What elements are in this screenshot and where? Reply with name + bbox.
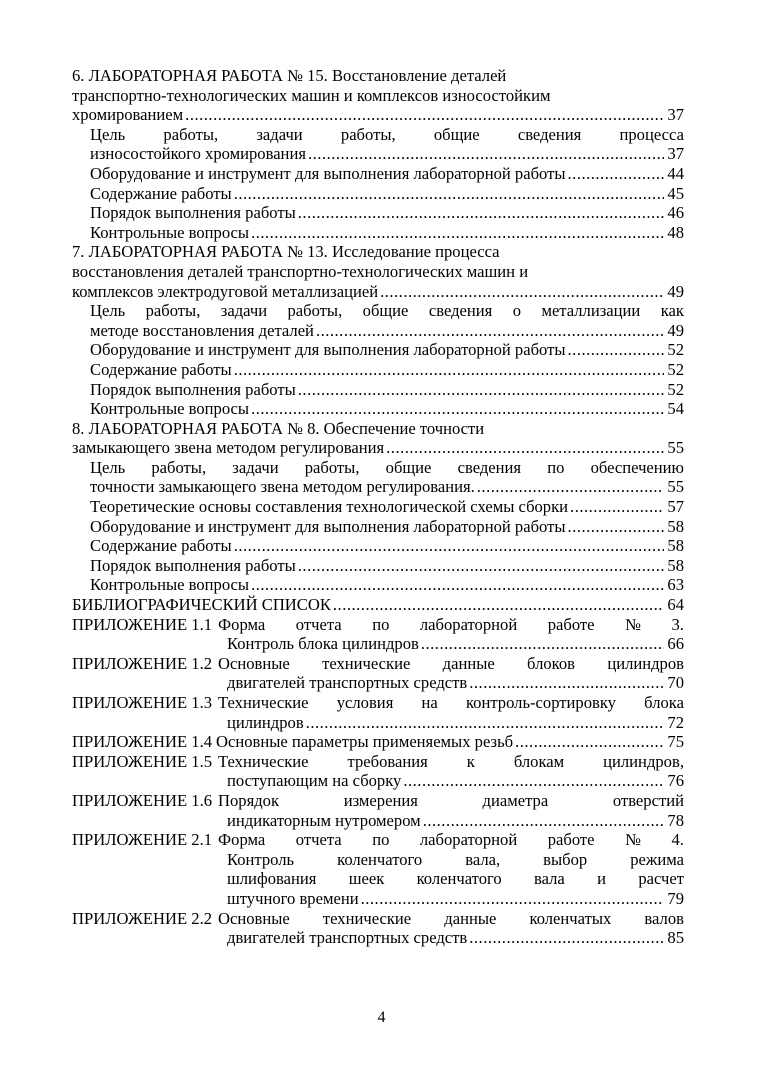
dot-leader [515,732,664,752]
dot-leader [251,223,664,243]
entry-title: Основные параметры применяемых резьб [216,732,514,752]
toc-entry-line[interactable] [72,203,684,223]
word: 4. [671,830,684,850]
word: блоков [527,653,576,673]
word: данные [444,908,497,928]
word: вала, [465,849,501,869]
word: данные [442,653,495,673]
appendix-label: ПРИЛОЖЕНИЕ 1.1 [72,614,213,634]
entry-page-number: 70 [667,673,684,693]
entry-page-number: 54 [667,399,684,419]
entry-page-number: 66 [667,634,684,654]
entry-title: индикаторным нутромером [227,810,421,830]
word: расчет [638,869,684,889]
dot-leader [403,771,664,791]
entry-page-number: 37 [667,105,684,125]
word: технические [322,653,411,673]
dot-leader [568,164,664,184]
word: по [372,830,390,850]
entry-page-number: 44 [667,163,684,183]
dot-leader [469,673,664,693]
toc-entry-line[interactable] [72,673,684,693]
appendix-label: ПРИЛОЖЕНИЕ 2.1 [72,830,213,850]
dot-leader [469,928,664,948]
toc-entry-line[interactable] [72,634,684,654]
word: и [597,869,606,889]
word: на [421,693,438,712]
entry-title: Теоретические основы составления технологической схемы сборки [90,497,569,517]
word: обеспечению [590,457,684,477]
entry-title: хромированием [72,105,184,125]
word: блокам [513,751,565,771]
entry-page-number: 52 [667,359,684,379]
word: по [372,614,390,634]
dot-leader [298,203,664,223]
toc-entry-line[interactable] [72,321,684,341]
dot-leader [361,889,664,909]
entry-page-number: 48 [667,222,684,242]
entry-page-number: 58 [667,536,684,556]
entry-title: поступающим на сборку [227,771,402,791]
word: отчета [295,614,342,634]
section-entry [72,517,684,537]
word: № [625,614,641,634]
appendix-entry [72,830,684,908]
word: измерения [343,790,418,810]
entry-page-number: 79 [667,888,684,908]
section-entry [72,360,684,380]
word: работы, [163,124,219,144]
appendix-entry [72,693,684,732]
entry-title: двигателей транспортных средств [227,928,468,948]
dot-leader [251,399,664,419]
dot-leader [568,517,664,537]
word: сведения [428,301,493,321]
word: режима [630,849,684,869]
toc-entry-line[interactable] [72,536,684,556]
table-of-contents [72,66,684,948]
toc-entry-line[interactable] [72,497,684,517]
dot-leader [421,634,664,654]
dot-leader [316,321,664,341]
entry-page-number: 58 [667,516,684,536]
word: валов [644,908,684,928]
entry-page-number: 55 [667,438,684,458]
toc-entry-line[interactable] [72,380,684,400]
word: шлифования [227,869,317,889]
entry-text-line [72,458,684,478]
word: работе [547,830,595,850]
toc-entry-line[interactable] [72,732,684,752]
word: диаметра [482,790,549,810]
entry-page-number: 45 [667,183,684,203]
appendix-first-line [72,830,684,850]
word: работы, [304,457,360,477]
appendix-label: ПРИЛОЖЕНИЕ 2.2 [72,908,213,928]
toc-entry-line[interactable] [72,477,684,497]
dot-leader [251,575,664,595]
entry-page-number: 55 [667,477,684,497]
entry-title: двигателей транспортных средств [227,673,468,693]
word: цилиндров [607,653,684,673]
dot-leader [423,811,664,831]
entry-page-number: 46 [667,203,684,223]
dot-leader [234,184,664,204]
word: работе [547,614,595,634]
entry-text-line [218,654,684,674]
word: отчета [295,830,342,850]
toc-entry-line[interactable] [72,360,684,380]
entry-title: износостойкого хромирования [90,144,306,164]
appendix-entry [72,791,684,830]
appendix-entry [72,752,684,791]
entry-text-line: 7. ЛАБОРАТОРНАЯ РАБОТА № 13. Исследование процесса [72,242,500,262]
word: сведения [517,124,582,144]
entry-title: Содержание работы [90,536,232,556]
entry-title: Контрольные вопросы [90,222,250,242]
toc-entry-line[interactable] [72,144,684,164]
entry-text-line [72,869,684,889]
entry-title: Оборудование и инструмент для выполнения лабораторной работы [90,340,566,360]
dot-leader [298,556,664,576]
entry-text-line: 8. ЛАБОРАТОРНАЯ РАБОТА № 8. Обеспечение точности [72,418,485,438]
dot-leader [380,282,664,302]
word: сведения [457,457,522,477]
toc-entry-line[interactable] [72,595,684,615]
toc-entry-line[interactable] [72,340,684,360]
section-entry [72,223,684,243]
word: условия [336,693,394,712]
appendix-label: ПРИЛОЖЕНИЕ 1.3 [72,693,213,712]
word: Технические [218,693,309,712]
word: работы, [151,457,207,477]
word: Порядок [218,790,280,810]
word: блока [644,693,684,712]
entry-page-number: 57 [667,497,684,517]
appendix-first-line [72,654,684,674]
word: работы, [145,301,201,321]
word: Цель [90,124,126,144]
word: к [466,751,475,771]
dot-leader [570,497,664,517]
word: Контроль [227,849,295,869]
toc-entry-line[interactable] [72,105,684,125]
toc-entry-line[interactable] [72,517,684,537]
section-entry [72,380,684,400]
word: № [625,830,641,850]
toc-entry-line[interactable] [72,184,684,204]
toc-entry-line[interactable] [72,223,684,243]
word: работы, [287,301,343,321]
word: отверстий [612,790,684,810]
entry-text-line [218,752,684,772]
appendix-first-line [72,615,684,635]
dot-leader [568,340,664,360]
toc-entry-line[interactable] [72,811,684,831]
entry-page-number: 63 [667,575,684,595]
entry-title: Содержание работы [90,183,232,203]
appendix-first-line [72,791,684,811]
word: технические [322,908,412,928]
entry-title: замыкающего звена методом регулирования [72,438,385,458]
section-entry [72,203,684,223]
entry-text-line [72,301,684,321]
word: лабораторной [419,830,518,850]
word: лабораторной [419,614,518,634]
entry-text-line [72,850,684,870]
entry-page-number: 49 [667,281,684,301]
appendix-entry [72,732,684,752]
entry-text-line [218,615,684,635]
chapter-entry [72,66,684,125]
word: шеек [348,869,385,889]
word: задачи [232,457,279,477]
dot-leader [234,360,664,380]
word: 3. [671,614,684,634]
dot-leader [386,438,664,458]
word: Цель [90,301,126,321]
section-entry [72,536,684,556]
chapter-entry [72,242,684,301]
word: общие [385,457,432,477]
entry-page-number: 75 [667,732,684,752]
toc-entry-line[interactable] [72,164,684,184]
word: Форма [218,830,266,850]
toc-entry-line[interactable] [72,282,684,302]
dot-leader [234,536,664,556]
appendix-first-line [72,909,684,929]
word: задачи [220,301,268,321]
word: задачи [256,124,303,144]
entry-page-number: 37 [667,144,684,164]
toc-entry-line[interactable] [72,771,684,791]
word: Форма [218,614,266,634]
word: Технические [218,751,309,771]
entry-title: методе восстановления деталей [90,320,314,340]
entry-title: цилиндров [227,712,304,732]
appendix-entry [72,615,684,654]
appendix-first-line [72,752,684,772]
dot-leader [308,144,664,164]
word: общие [433,124,480,144]
section-entry [72,340,684,360]
entry-title: Контрольные вопросы [90,399,250,419]
entry-page-number: 64 [667,595,684,615]
entry-text-line: восстановления деталей транспортно-технологических машин и [72,261,529,281]
dot-leader [298,380,664,400]
toc-entry-line[interactable] [72,556,684,576]
toc-entry-line[interactable] [72,399,684,419]
appendix-label: ПРИЛОЖЕНИЕ 1.4 [72,732,213,752]
word: работы, [340,124,396,144]
entry-page-number: 52 [667,379,684,399]
toc-entry-line[interactable] [72,928,684,948]
entry-title: штучного времени [227,888,359,908]
appendix-label: ПРИЛОЖЕНИЕ 1.5 [72,751,213,771]
entry-title: БИБЛИОГРАФИЧЕСКИЙ СПИСОК [72,595,331,615]
dot-leader [477,477,664,497]
section-entry [72,164,684,184]
entry-page-number: 58 [667,555,684,575]
word: коленчатых [529,908,612,928]
entry-text-line [218,791,684,811]
word: вала [534,869,565,889]
entry-title: точности замыкающего звена методом регулирования. [90,477,475,497]
page-number: 4 [377,1009,386,1026]
entry-title: Содержание работы [90,359,232,379]
appendix-entry [72,654,684,693]
dot-leader [306,713,664,733]
word: как [660,301,684,321]
entry-title: Порядок выполнения работы [90,203,296,223]
entry-title: комплексов электродуговой металлизацией [72,281,379,301]
word: по [547,457,565,477]
word: Основные [218,653,290,673]
entry-page-number: 52 [667,340,684,360]
entry-title: Порядок выполнения работы [90,379,296,399]
entry-page-number: 49 [667,320,684,340]
chapter-entry [72,419,684,458]
word: цилиндров, [603,751,684,771]
word: требования [347,751,428,771]
section-entry [72,458,684,497]
word: общие [362,301,409,321]
entry-title: Контроль блока цилиндров [227,634,419,654]
word: коленчатого [416,869,502,889]
toc-entry-line[interactable] [72,889,684,909]
appendix-label: ПРИЛОЖЕНИЕ 1.2 [72,653,213,673]
word: коленчатого [337,849,423,869]
entry-text-line [218,693,684,713]
word: Основные [218,908,290,928]
word: металлизации [541,301,641,321]
entry-page-number: 76 [667,771,684,791]
entry-text-line [218,909,684,929]
entry-title: Оборудование и инструмент для выполнения лабораторной работы [90,163,566,183]
section-entry [72,125,684,164]
entry-text-line [218,830,684,850]
section-entry [72,184,684,204]
toc-entry-line[interactable] [72,438,684,458]
entry-text-line: транспортно-технологических машин и комплексов износостойким [72,85,551,105]
toc-entry-line[interactable] [72,713,684,733]
section-entry [72,556,684,576]
word: выбор [543,849,588,869]
section-entry [72,497,684,517]
entry-page-number: 78 [667,810,684,830]
dot-leader [333,595,664,615]
appendix-label: ПРИЛОЖЕНИЕ 1.6 [72,790,213,810]
dot-leader [185,105,664,125]
entry-title: Оборудование и инструмент для выполнения лабораторной работы [90,516,566,536]
word: процесса [619,124,684,144]
entry-page-number: 85 [667,928,684,948]
chapter-entry [72,595,684,615]
entry-text-line [72,125,684,145]
word: контроль-сортировку [465,693,616,712]
entry-title: Порядок выполнения работы [90,555,296,575]
entry-text-line: 6. ЛАБОРАТОРНАЯ РАБОТА № 15. Восстановление деталей [72,66,507,85]
toc-entry-line[interactable] [72,575,684,595]
appendix-entry [72,909,684,948]
appendix-first-line [72,693,684,713]
entry-title: Контрольные вопросы [90,575,250,595]
section-entry [72,301,684,340]
word: о [512,301,522,321]
entry-page-number: 72 [667,712,684,732]
section-entry [72,399,684,419]
word: Цель [90,457,126,477]
section-entry [72,575,684,595]
